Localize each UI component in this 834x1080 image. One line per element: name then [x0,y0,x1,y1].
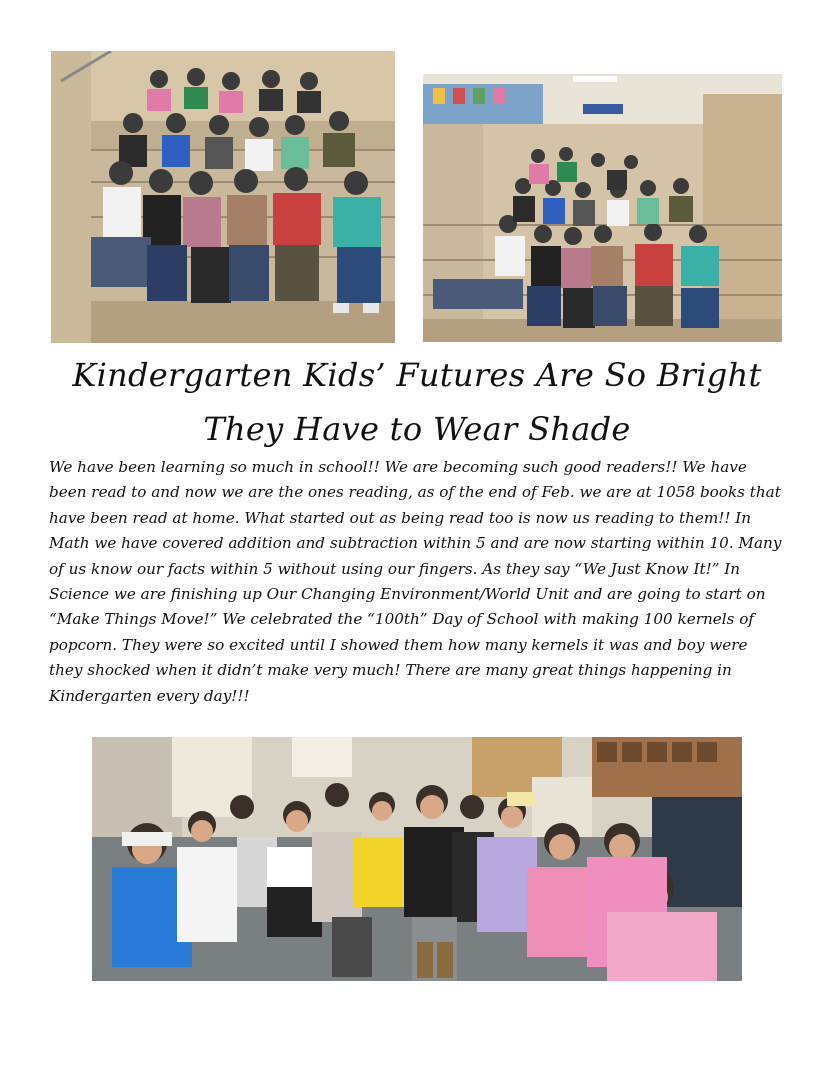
article-body: We have been learning so much in school!! We are becoming such good readers!! We have been read to and now we are the ones reading, as of the end of Feb. we are at 1058 books that have been read at home. What started out as being read too is now us reading to them!! In Math we have covered addition and subtraction within 5 and are now starting within 10. Many of us know our facts within 5 without using our fingers. As they say “We Just Know It!” In Science we are finishing up Our Changing Environment/World Unit and are going to start on “Make Things Move!” We celebrated the “100th” Day of School with making 100 kernels of popcorn. They were so excited until I showed them how many kernels it was and boy were they shocked when it didn’t make very much! There are many great things happening in Kindergarten every day!!! [49,458,782,705]
article-title-line-1: Kindergarten Kids’ Futures Are So Bright [72,356,762,394]
class-photo-stairs-2 [423,74,782,342]
class-photo-stairs-1 [51,51,395,343]
article-title-line-2: They Have to Wear Shade [203,410,631,448]
class-photo-classroom [92,737,742,981]
article-title [40,348,794,456]
